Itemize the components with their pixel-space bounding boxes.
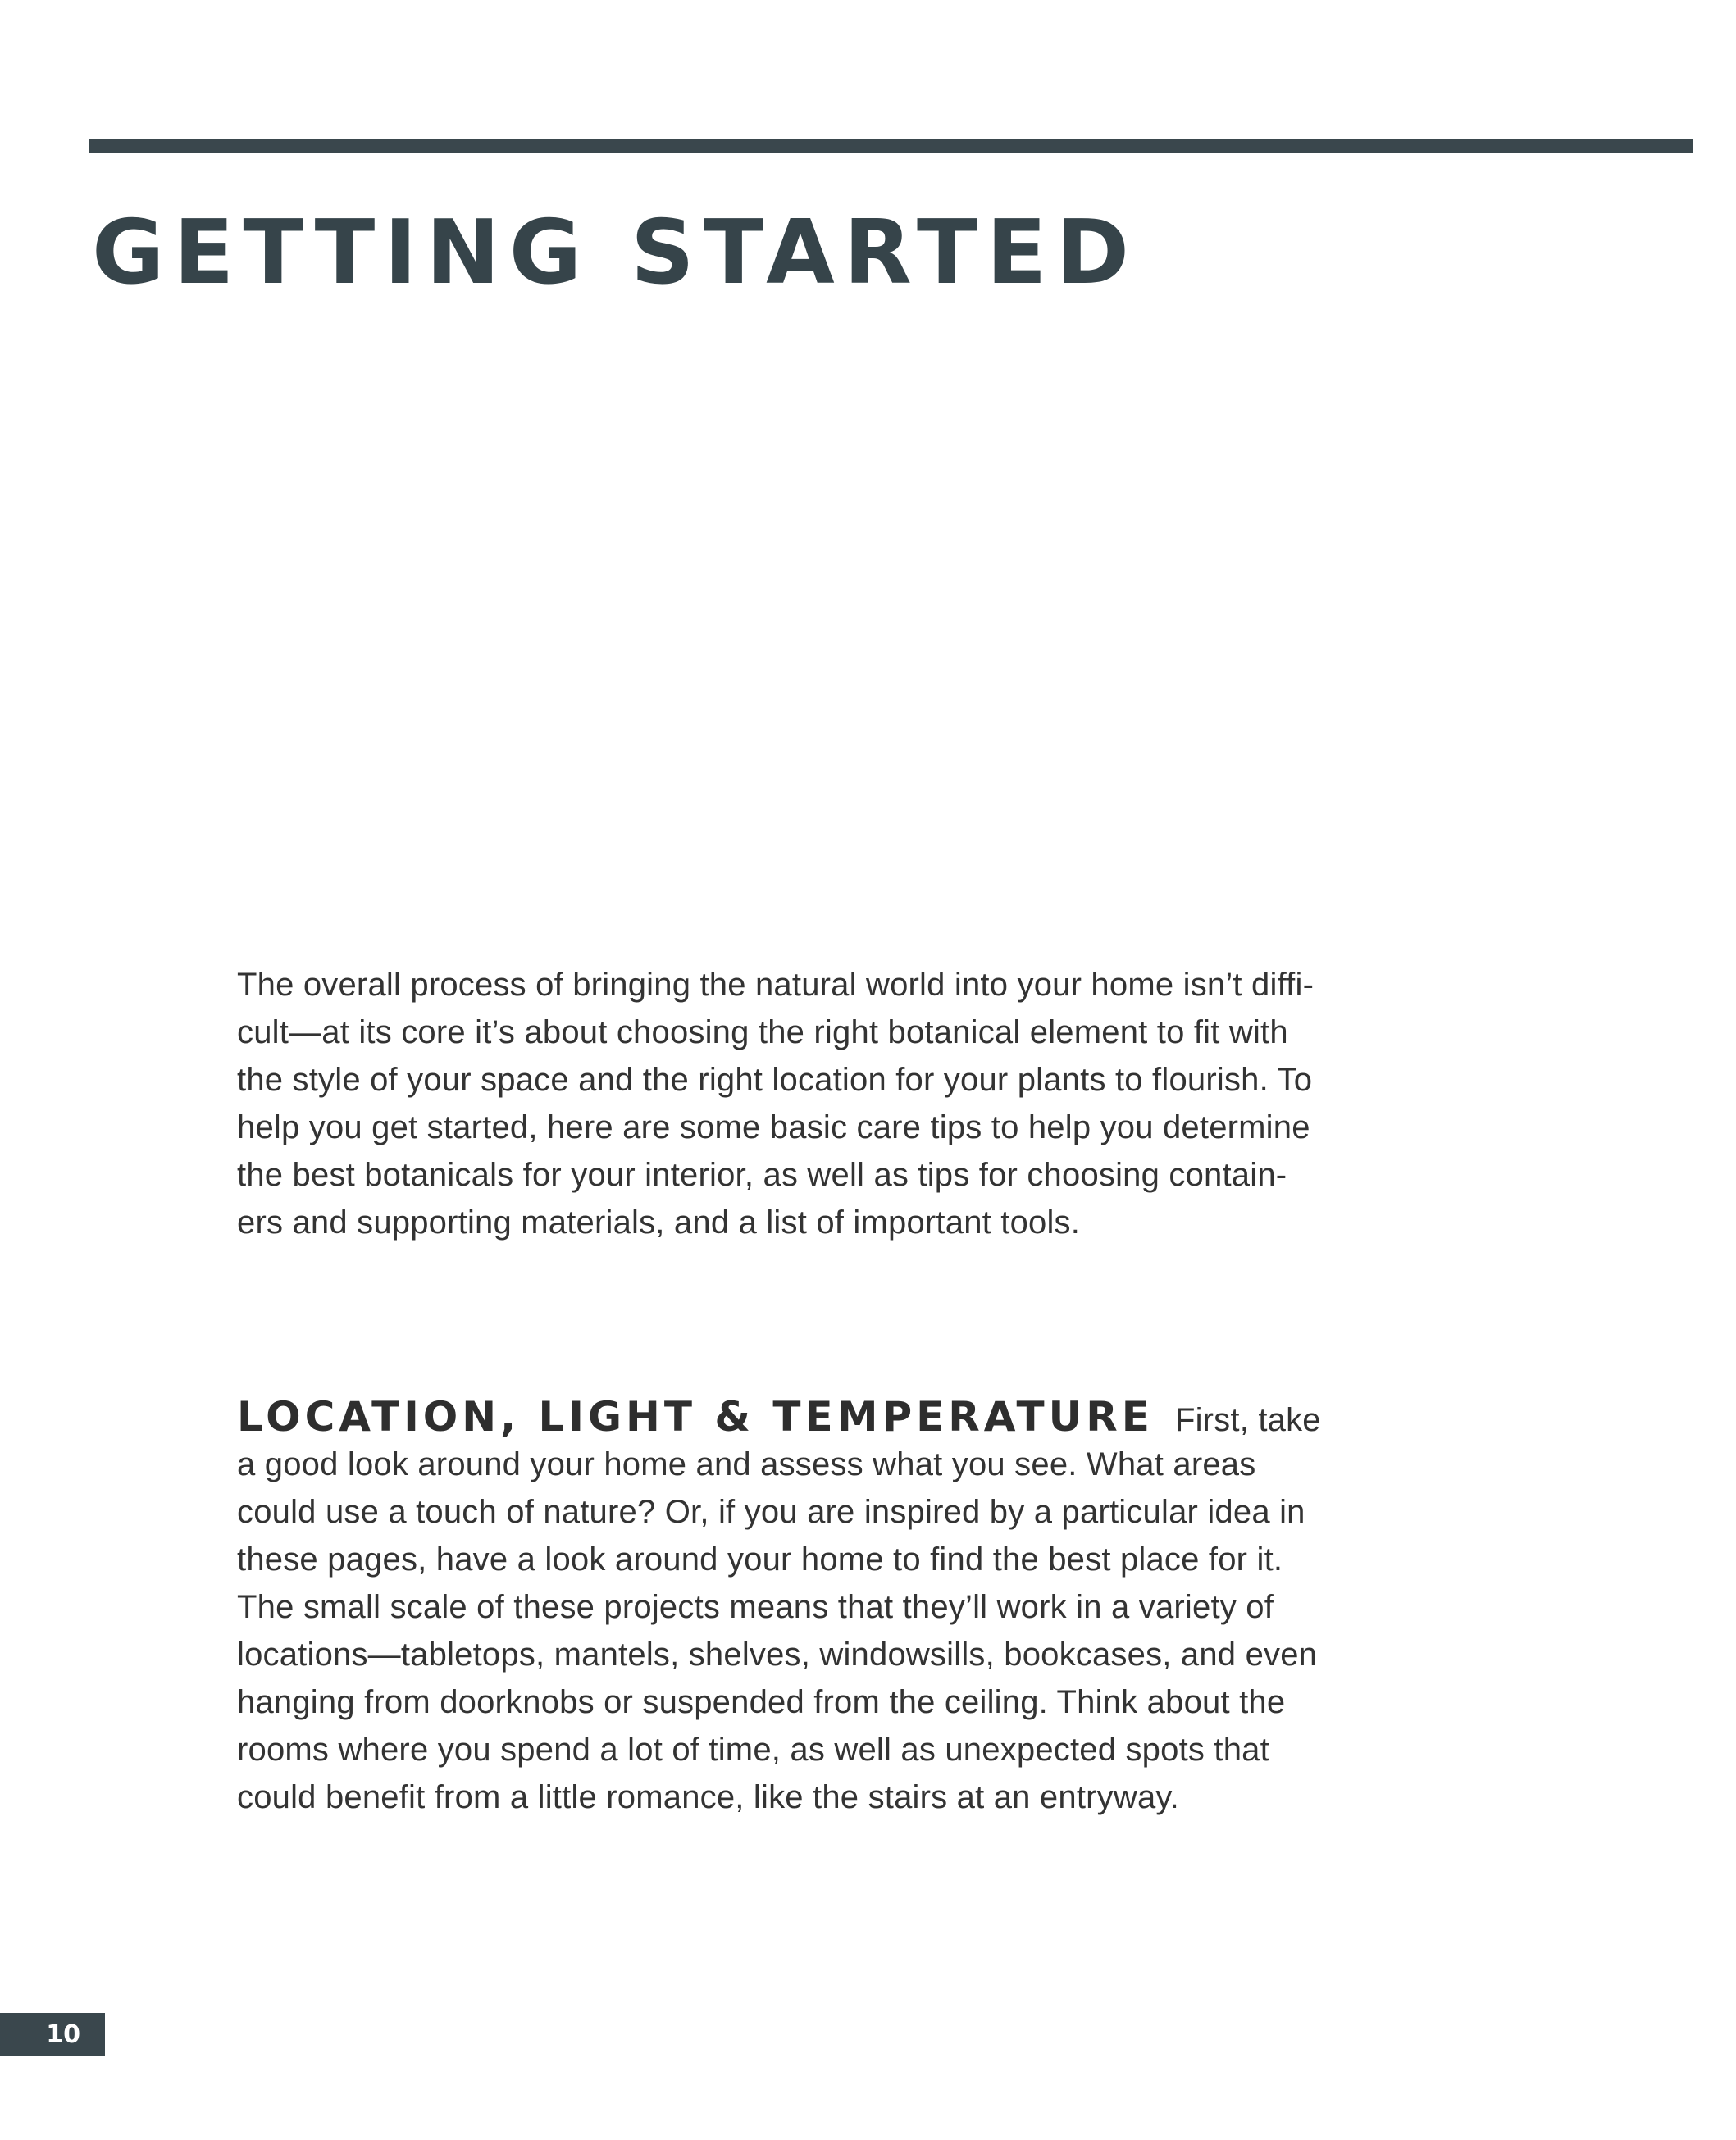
section-heading: LOCATION, LIGHT & TEMPERATURE xyxy=(237,1393,1154,1441)
top-rule-divider xyxy=(89,139,1693,153)
section-line: these pages, have a look around your home to find the best place for it. xyxy=(237,1541,1283,1578)
section-first-line xyxy=(237,1393,1442,1441)
section-lead-text: First, take xyxy=(1174,1402,1321,1438)
section-line: The small scale of these projects means that they’ll work in a variety of xyxy=(237,1589,1274,1625)
location-light-temperature-section xyxy=(237,1393,1442,1821)
intro-paragraph xyxy=(237,961,1442,1246)
section-line: could benefit from a little romance, like the stairs at an entryway. xyxy=(237,1779,1179,1815)
intro-line: the style of your space and the right location for your plants to flourish. To xyxy=(237,1062,1313,1098)
page-number: 10 xyxy=(46,2020,80,2049)
intro-line: ers and supporting materials, and a list of important tools. xyxy=(237,1204,1081,1241)
intro-line: the best botanicals for your interior, as well as tips for choosing contain- xyxy=(237,1157,1287,1193)
section-line: hanging from doorknobs or suspended from the ceiling. Think about the xyxy=(237,1684,1286,1720)
intro-line: The overall process of bringing the natural world into your home isn’t diffi- xyxy=(237,967,1315,1003)
section-line: could use a touch of nature? Or, if you are inspired by a particular idea in xyxy=(237,1494,1305,1530)
intro-line: help you get started, here are some basic care tips to help you determine xyxy=(237,1109,1310,1145)
section-line: locations—tabletops, mantels, shelves, windowsills, bookcases, and even xyxy=(237,1637,1318,1673)
page-number-tab xyxy=(0,2013,105,2056)
chapter-title: GETTING STARTED xyxy=(92,202,1139,304)
section-line: a good look around your home and assess what you see. What areas xyxy=(237,1446,1256,1482)
section-line: rooms where you spend a lot of time, as well as unexpected spots that xyxy=(237,1732,1269,1768)
intro-line: cult—at its core it’s about choosing the right botanical element to fit with xyxy=(237,1014,1288,1050)
